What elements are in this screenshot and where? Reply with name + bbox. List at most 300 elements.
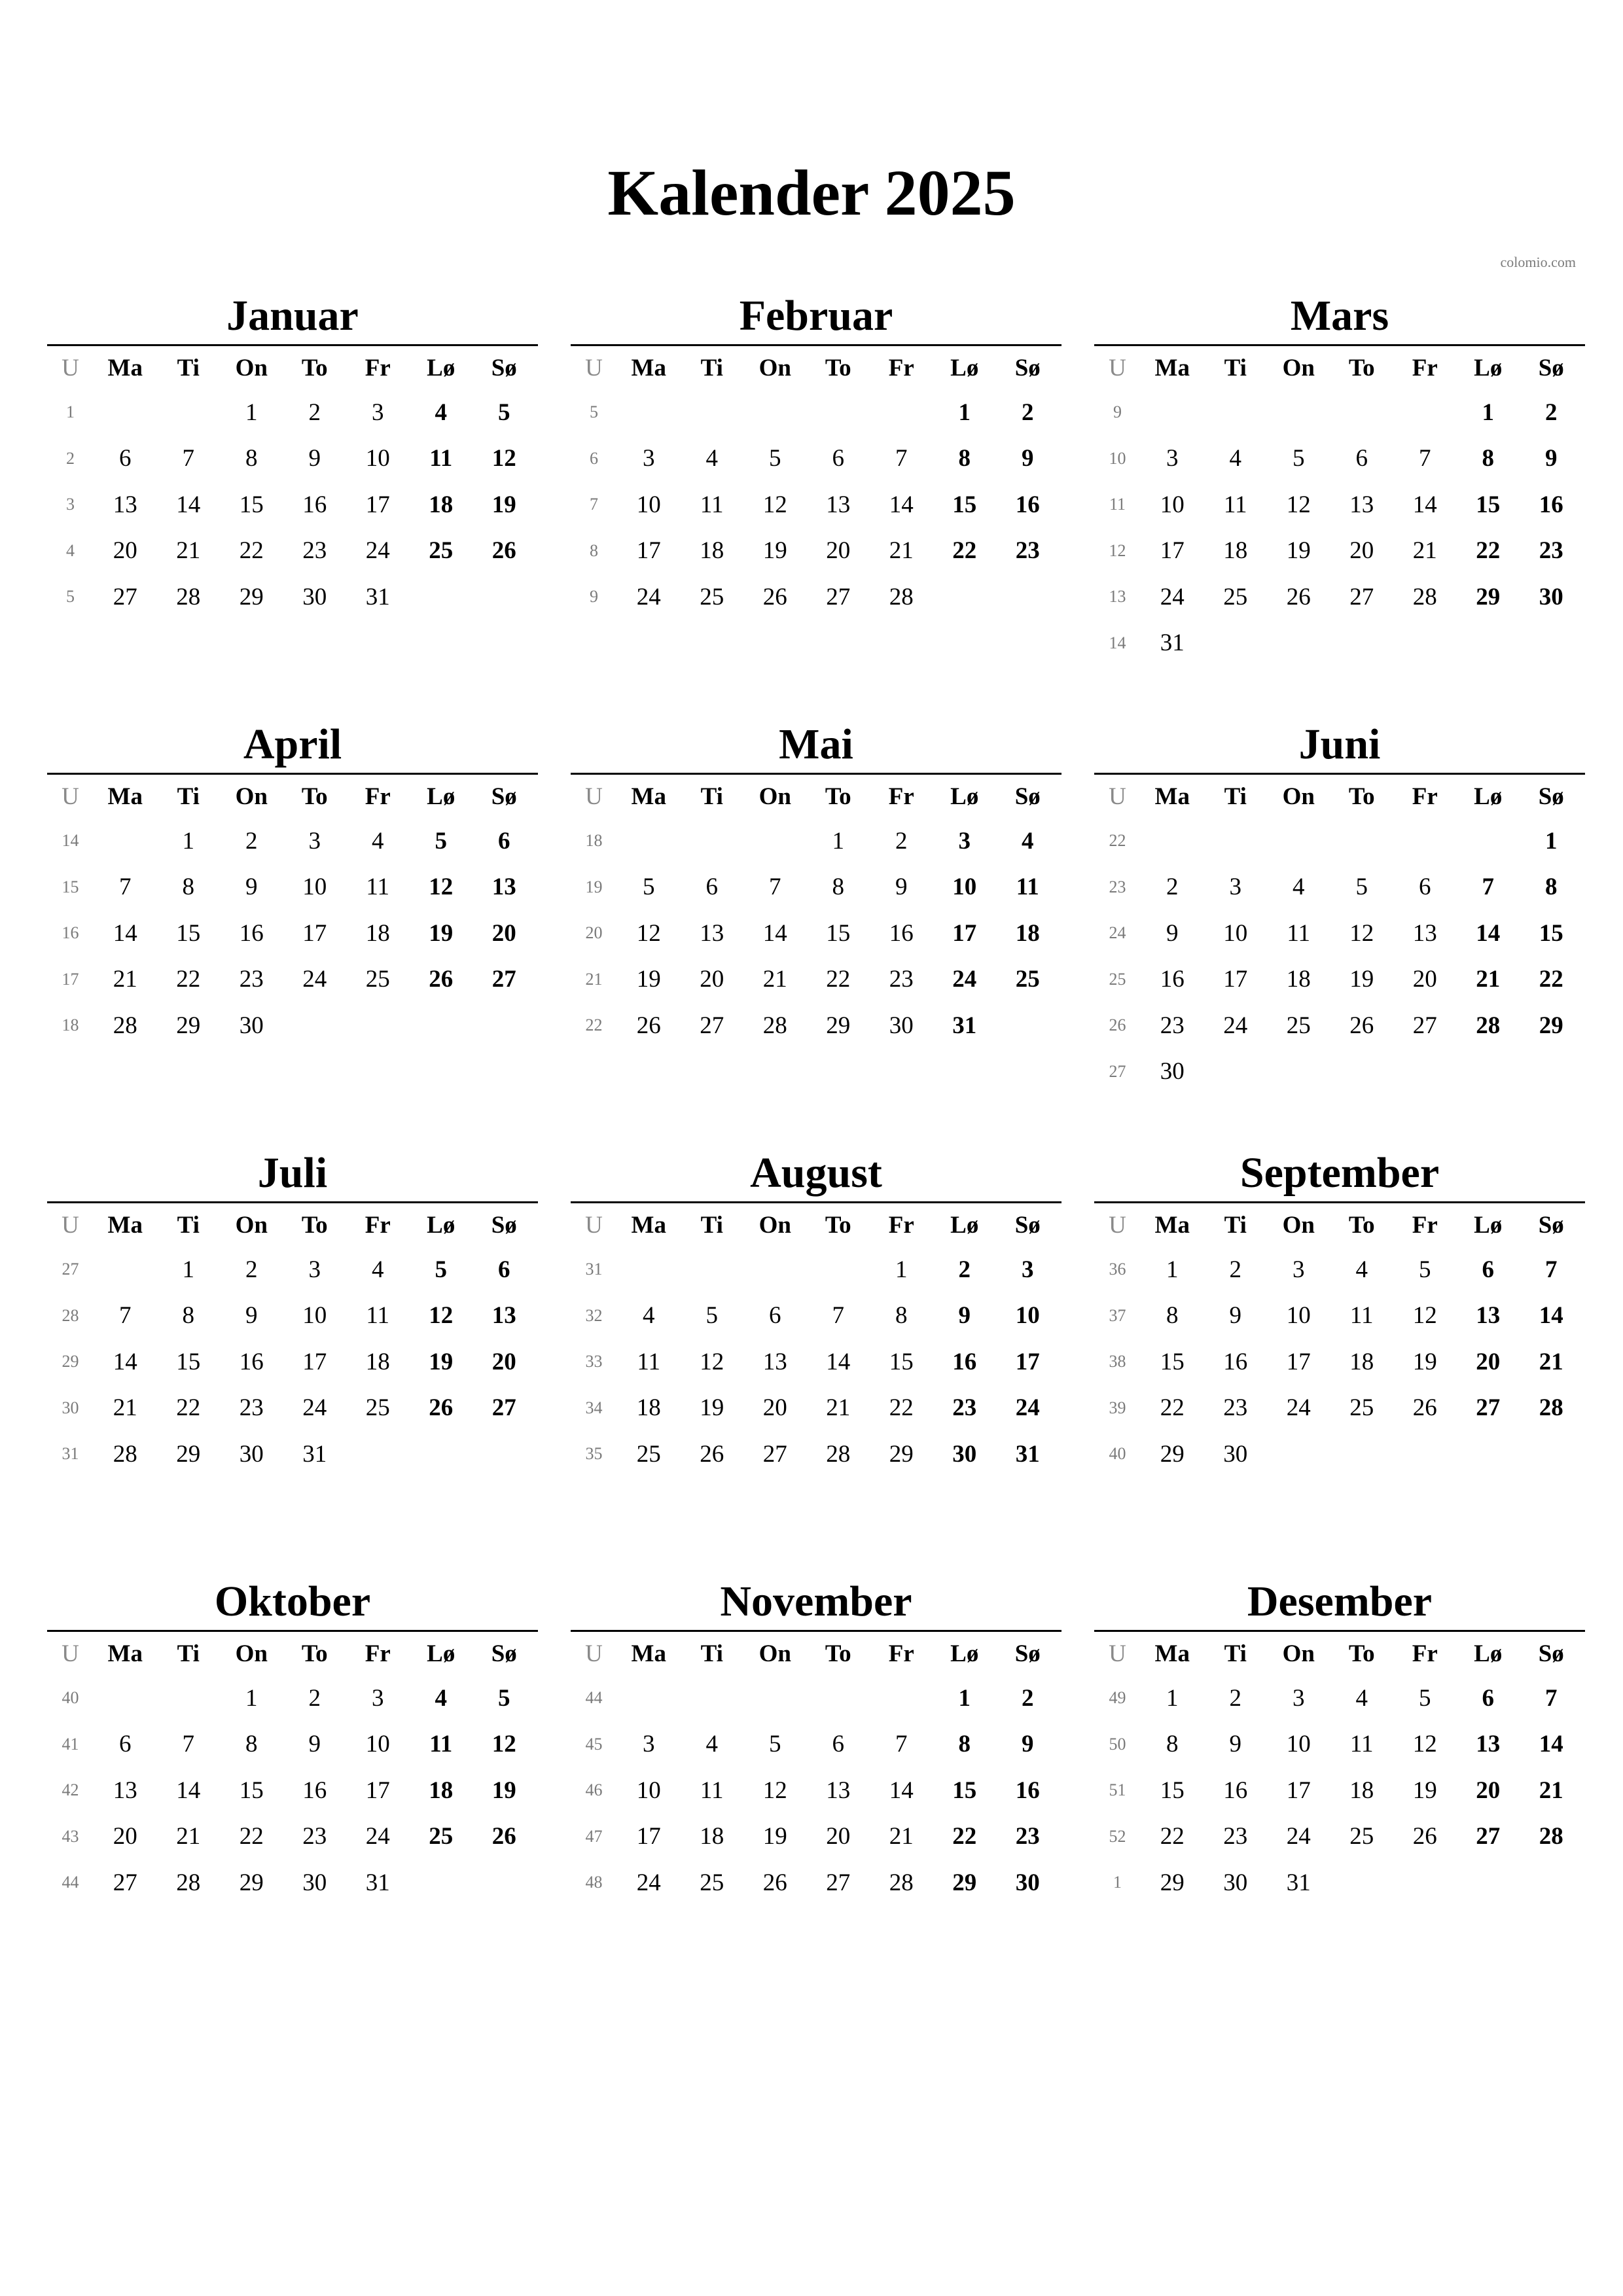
- day-cell[interactable]: 4: [372, 827, 384, 855]
- day-cell[interactable]: 7: [895, 1731, 908, 1758]
- day-cell[interactable]: 9: [1166, 919, 1179, 947]
- day-cell[interactable]: 16: [239, 1348, 264, 1375]
- weekend-day-cell[interactable]: 14: [1539, 1302, 1563, 1330]
- weekend-day-cell[interactable]: 2: [1545, 398, 1558, 426]
- weekend-day-cell[interactable]: 9: [1022, 1731, 1034, 1758]
- day-cell[interactable]: 30: [889, 1012, 914, 1039]
- day-cell[interactable]: 21: [113, 966, 137, 993]
- day-cell[interactable]: 1: [1166, 1684, 1179, 1712]
- weekend-day-cell[interactable]: 22: [1476, 537, 1501, 565]
- day-cell[interactable]: 12: [762, 491, 787, 518]
- weekend-day-cell[interactable]: 1: [958, 1684, 971, 1712]
- weekend-day-cell[interactable]: 8: [1545, 874, 1558, 901]
- day-cell[interactable]: 17: [302, 919, 327, 947]
- day-cell[interactable]: 21: [113, 1394, 137, 1422]
- day-cell[interactable]: 14: [176, 1776, 201, 1804]
- day-cell[interactable]: 7: [895, 445, 908, 472]
- day-cell[interactable]: 13: [1412, 919, 1437, 947]
- day-cell[interactable]: 11: [1349, 1302, 1374, 1330]
- weekend-day-cell[interactable]: 4: [435, 1684, 447, 1712]
- day-cell[interactable]: 19: [1349, 966, 1374, 993]
- day-cell[interactable]: 3: [643, 1731, 655, 1758]
- weekend-day-cell[interactable]: 18: [429, 1776, 454, 1804]
- day-cell[interactable]: 27: [826, 583, 851, 610]
- weekend-day-cell[interactable]: 12: [429, 874, 454, 901]
- day-cell[interactable]: 29: [176, 1012, 201, 1039]
- day-cell[interactable]: 26: [1349, 1012, 1374, 1039]
- day-cell[interactable]: 27: [1412, 1012, 1437, 1039]
- day-cell[interactable]: 12: [1412, 1731, 1437, 1758]
- day-cell[interactable]: 27: [113, 1869, 137, 1896]
- source-credit[interactable]: colomio.com: [1500, 254, 1576, 270]
- day-cell[interactable]: 18: [636, 1394, 661, 1422]
- day-cell[interactable]: 18: [1349, 1776, 1374, 1804]
- weekend-day-cell[interactable]: 15: [952, 491, 977, 518]
- day-cell[interactable]: 2: [308, 1684, 321, 1712]
- day-cell[interactable]: 26: [1412, 1823, 1437, 1850]
- day-cell[interactable]: 4: [705, 1731, 718, 1758]
- day-cell[interactable]: 8: [1166, 1302, 1179, 1330]
- day-cell[interactable]: 26: [700, 1440, 724, 1468]
- day-cell[interactable]: 27: [1349, 583, 1374, 610]
- weekend-day-cell[interactable]: 18: [429, 491, 454, 518]
- weekend-day-cell[interactable]: 1: [1545, 827, 1558, 855]
- day-cell[interactable]: 1: [895, 1256, 908, 1283]
- day-cell[interactable]: 2: [245, 827, 258, 855]
- weekend-day-cell[interactable]: 2: [1022, 398, 1034, 426]
- weekend-day-cell[interactable]: 28: [1539, 1394, 1563, 1422]
- day-cell[interactable]: 18: [365, 1348, 390, 1375]
- day-cell[interactable]: 4: [643, 1302, 655, 1330]
- day-cell[interactable]: 29: [826, 1012, 851, 1039]
- day-cell[interactable]: 14: [762, 919, 787, 947]
- day-cell[interactable]: 11: [700, 491, 724, 518]
- day-cell[interactable]: 19: [1412, 1348, 1437, 1375]
- day-cell[interactable]: 18: [700, 1823, 724, 1850]
- day-cell[interactable]: 28: [176, 1869, 201, 1896]
- day-cell[interactable]: 28: [113, 1440, 137, 1468]
- weekend-day-cell[interactable]: 12: [491, 1731, 516, 1758]
- day-cell[interactable]: 1: [182, 1256, 194, 1283]
- day-cell[interactable]: 23: [1223, 1823, 1248, 1850]
- weekend-day-cell[interactable]: 13: [1476, 1302, 1501, 1330]
- day-cell[interactable]: 25: [1223, 583, 1248, 610]
- weekend-day-cell[interactable]: 16: [1015, 1776, 1040, 1804]
- day-cell[interactable]: 10: [1223, 919, 1248, 947]
- weekend-day-cell[interactable]: 30: [1015, 1869, 1040, 1896]
- day-cell[interactable]: 30: [302, 1869, 327, 1896]
- weekend-day-cell[interactable]: 27: [491, 966, 516, 993]
- weekend-day-cell[interactable]: 6: [1482, 1684, 1494, 1712]
- day-cell[interactable]: 8: [182, 874, 194, 901]
- day-cell[interactable]: 9: [1229, 1731, 1241, 1758]
- weekend-day-cell[interactable]: 6: [498, 827, 510, 855]
- day-cell[interactable]: 26: [762, 1869, 787, 1896]
- day-cell[interactable]: 28: [889, 583, 914, 610]
- day-cell[interactable]: 5: [769, 1731, 781, 1758]
- day-cell[interactable]: 15: [1160, 1776, 1185, 1804]
- weekend-day-cell[interactable]: 20: [491, 1348, 516, 1375]
- day-cell[interactable]: 27: [762, 1440, 787, 1468]
- day-cell[interactable]: 28: [762, 1012, 787, 1039]
- day-cell[interactable]: 2: [308, 398, 321, 426]
- day-cell[interactable]: 13: [826, 1776, 851, 1804]
- day-cell[interactable]: 7: [1419, 445, 1431, 472]
- day-cell[interactable]: 27: [113, 583, 137, 610]
- day-cell[interactable]: 14: [889, 1776, 914, 1804]
- day-cell[interactable]: 7: [182, 1731, 194, 1758]
- day-cell[interactable]: 13: [762, 1348, 787, 1375]
- day-cell[interactable]: 6: [769, 1302, 781, 1330]
- weekend-day-cell[interactable]: 22: [952, 537, 977, 565]
- day-cell[interactable]: 21: [889, 1823, 914, 1850]
- day-cell[interactable]: 5: [1355, 874, 1368, 901]
- weekend-day-cell[interactable]: 12: [491, 445, 516, 472]
- day-cell[interactable]: 29: [889, 1440, 914, 1468]
- day-cell[interactable]: 3: [643, 445, 655, 472]
- weekend-day-cell[interactable]: 11: [1016, 874, 1039, 901]
- weekend-day-cell[interactable]: 15: [1539, 919, 1563, 947]
- weekend-day-cell[interactable]: 5: [435, 1256, 447, 1283]
- day-cell[interactable]: 23: [1160, 1012, 1185, 1039]
- weekend-day-cell[interactable]: 10: [1015, 1302, 1040, 1330]
- day-cell[interactable]: 4: [372, 1256, 384, 1283]
- day-cell[interactable]: 24: [365, 537, 390, 565]
- day-cell[interactable]: 30: [1223, 1869, 1248, 1896]
- day-cell[interactable]: 4: [1355, 1684, 1368, 1712]
- weekend-day-cell[interactable]: 8: [1482, 445, 1494, 472]
- day-cell[interactable]: 15: [889, 1348, 914, 1375]
- day-cell[interactable]: 8: [832, 874, 844, 901]
- day-cell[interactable]: 8: [182, 1302, 194, 1330]
- day-cell[interactable]: 16: [1223, 1348, 1248, 1375]
- day-cell[interactable]: 20: [826, 537, 851, 565]
- day-cell[interactable]: 23: [239, 966, 264, 993]
- day-cell[interactable]: 15: [176, 1348, 201, 1375]
- day-cell[interactable]: 22: [176, 1394, 201, 1422]
- day-cell[interactable]: 30: [239, 1012, 264, 1039]
- day-cell[interactable]: 9: [308, 1731, 321, 1758]
- day-cell[interactable]: 12: [700, 1348, 724, 1375]
- day-cell[interactable]: 10: [365, 445, 390, 472]
- day-cell[interactable]: 24: [1160, 583, 1185, 610]
- weekend-day-cell[interactable]: 21: [1476, 966, 1501, 993]
- day-cell[interactable]: 11: [700, 1776, 724, 1804]
- day-cell[interactable]: 5: [1419, 1684, 1431, 1712]
- day-cell[interactable]: 10: [636, 491, 661, 518]
- weekend-day-cell[interactable]: 16: [952, 1348, 977, 1375]
- weekend-day-cell[interactable]: 5: [498, 1684, 510, 1712]
- day-cell[interactable]: 11: [366, 1302, 390, 1330]
- weekend-day-cell[interactable]: 5: [435, 827, 447, 855]
- weekend-day-cell[interactable]: 21: [1539, 1776, 1563, 1804]
- weekend-day-cell[interactable]: 23: [1015, 1823, 1040, 1850]
- day-cell[interactable]: 31: [1160, 629, 1185, 657]
- day-cell[interactable]: 11: [637, 1348, 661, 1375]
- day-cell[interactable]: 26: [636, 1012, 661, 1039]
- day-cell[interactable]: 23: [302, 537, 327, 565]
- weekend-day-cell[interactable]: 31: [1015, 1440, 1040, 1468]
- day-cell[interactable]: 22: [826, 966, 851, 993]
- day-cell[interactable]: 13: [113, 1776, 137, 1804]
- day-cell[interactable]: 13: [1349, 491, 1374, 518]
- day-cell[interactable]: 7: [119, 1302, 132, 1330]
- day-cell[interactable]: 7: [832, 1302, 844, 1330]
- day-cell[interactable]: 10: [302, 1302, 327, 1330]
- day-cell[interactable]: 8: [245, 1731, 258, 1758]
- day-cell[interactable]: 16: [1223, 1776, 1248, 1804]
- day-cell[interactable]: 10: [1160, 491, 1185, 518]
- weekend-day-cell[interactable]: 7: [1545, 1684, 1558, 1712]
- day-cell[interactable]: 8: [1166, 1731, 1179, 1758]
- day-cell[interactable]: 3: [372, 1684, 384, 1712]
- weekend-day-cell[interactable]: 25: [429, 1823, 454, 1850]
- day-cell[interactable]: 17: [636, 537, 661, 565]
- day-cell[interactable]: 17: [1286, 1776, 1311, 1804]
- day-cell[interactable]: 19: [1412, 1776, 1437, 1804]
- day-cell[interactable]: 14: [889, 491, 914, 518]
- day-cell[interactable]: 20: [700, 966, 724, 993]
- day-cell[interactable]: 21: [826, 1394, 851, 1422]
- weekend-day-cell[interactable]: 18: [1015, 919, 1040, 947]
- day-cell[interactable]: 17: [365, 491, 390, 518]
- day-cell[interactable]: 30: [1160, 1058, 1185, 1086]
- day-cell[interactable]: 22: [889, 1394, 914, 1422]
- day-cell[interactable]: 25: [700, 583, 724, 610]
- day-cell[interactable]: 28: [176, 583, 201, 610]
- day-cell[interactable]: 24: [302, 1394, 327, 1422]
- weekend-day-cell[interactable]: 1: [958, 398, 971, 426]
- day-cell[interactable]: 18: [1223, 537, 1248, 565]
- weekend-day-cell[interactable]: 19: [429, 1348, 454, 1375]
- day-cell[interactable]: 25: [365, 1394, 390, 1422]
- day-cell[interactable]: 14: [113, 919, 137, 947]
- weekend-day-cell[interactable]: 22: [952, 1823, 977, 1850]
- day-cell[interactable]: 2: [1229, 1256, 1241, 1283]
- day-cell[interactable]: 31: [365, 1869, 390, 1896]
- day-cell[interactable]: 18: [1286, 966, 1311, 993]
- day-cell[interactable]: 26: [1412, 1394, 1437, 1422]
- day-cell[interactable]: 24: [365, 1823, 390, 1850]
- day-cell[interactable]: 15: [239, 491, 264, 518]
- day-cell[interactable]: 23: [1223, 1394, 1248, 1422]
- day-cell[interactable]: 5: [1293, 445, 1305, 472]
- day-cell[interactable]: 11: [1223, 491, 1247, 518]
- day-cell[interactable]: 30: [302, 583, 327, 610]
- day-cell[interactable]: 20: [826, 1823, 851, 1850]
- weekend-day-cell[interactable]: 15: [952, 1776, 977, 1804]
- weekend-day-cell[interactable]: 4: [435, 398, 447, 426]
- day-cell[interactable]: 18: [700, 537, 724, 565]
- day-cell[interactable]: 15: [826, 919, 851, 947]
- weekend-day-cell[interactable]: 5: [498, 398, 510, 426]
- weekend-day-cell[interactable]: 10: [952, 874, 977, 901]
- day-cell[interactable]: 12: [1349, 919, 1374, 947]
- day-cell[interactable]: 9: [245, 874, 258, 901]
- weekend-day-cell[interactable]: 26: [429, 1394, 454, 1422]
- day-cell[interactable]: 23: [239, 1394, 264, 1422]
- day-cell[interactable]: 28: [889, 1869, 914, 1896]
- day-cell[interactable]: 21: [762, 966, 787, 993]
- weekend-day-cell[interactable]: 9: [958, 1302, 971, 1330]
- weekend-day-cell[interactable]: 19: [491, 491, 516, 518]
- day-cell[interactable]: 5: [705, 1302, 718, 1330]
- weekend-day-cell[interactable]: 9: [1545, 445, 1558, 472]
- day-cell[interactable]: 6: [1355, 445, 1368, 472]
- day-cell[interactable]: 3: [1293, 1684, 1305, 1712]
- weekend-day-cell[interactable]: 14: [1539, 1731, 1563, 1758]
- weekend-day-cell[interactable]: 8: [958, 1731, 971, 1758]
- weekend-day-cell[interactable]: 23: [1015, 537, 1040, 565]
- day-cell[interactable]: 19: [762, 1823, 787, 1850]
- day-cell[interactable]: 6: [1419, 874, 1431, 901]
- day-cell[interactable]: 10: [1286, 1731, 1311, 1758]
- weekend-day-cell[interactable]: 31: [952, 1012, 977, 1039]
- weekend-day-cell[interactable]: 19: [429, 919, 454, 947]
- weekend-day-cell[interactable]: 29: [1539, 1012, 1563, 1039]
- day-cell[interactable]: 24: [302, 966, 327, 993]
- day-cell[interactable]: 31: [1286, 1869, 1311, 1896]
- weekend-day-cell[interactable]: 27: [1476, 1394, 1501, 1422]
- day-cell[interactable]: 17: [302, 1348, 327, 1375]
- weekend-day-cell[interactable]: 28: [1539, 1823, 1563, 1850]
- weekend-day-cell[interactable]: 6: [498, 1256, 510, 1283]
- weekend-day-cell[interactable]: 29: [1476, 583, 1501, 610]
- day-cell[interactable]: 16: [302, 491, 327, 518]
- day-cell[interactable]: 22: [176, 966, 201, 993]
- weekend-day-cell[interactable]: 13: [1476, 1731, 1501, 1758]
- day-cell[interactable]: 29: [1160, 1869, 1185, 1896]
- day-cell[interactable]: 21: [889, 537, 914, 565]
- day-cell[interactable]: 25: [365, 966, 390, 993]
- day-cell[interactable]: 21: [176, 1823, 201, 1850]
- day-cell[interactable]: 20: [1412, 966, 1437, 993]
- weekend-day-cell[interactable]: 30: [1539, 583, 1563, 610]
- day-cell[interactable]: 24: [1286, 1823, 1311, 1850]
- day-cell[interactable]: 27: [700, 1012, 724, 1039]
- day-cell[interactable]: 1: [182, 827, 194, 855]
- day-cell[interactable]: 13: [826, 491, 851, 518]
- weekend-day-cell[interactable]: 28: [1476, 1012, 1501, 1039]
- day-cell[interactable]: 12: [636, 919, 661, 947]
- weekend-day-cell[interactable]: 27: [491, 1394, 516, 1422]
- day-cell[interactable]: 21: [1412, 537, 1437, 565]
- day-cell[interactable]: 4: [1293, 874, 1305, 901]
- day-cell[interactable]: 22: [1160, 1823, 1185, 1850]
- weekend-day-cell[interactable]: 1: [1482, 398, 1494, 426]
- day-cell[interactable]: 2: [895, 827, 908, 855]
- weekend-day-cell[interactable]: 7: [1545, 1256, 1558, 1283]
- day-cell[interactable]: 16: [889, 919, 914, 947]
- day-cell[interactable]: 4: [705, 445, 718, 472]
- weekend-day-cell[interactable]: 20: [1476, 1348, 1501, 1375]
- day-cell[interactable]: 17: [1286, 1348, 1311, 1375]
- day-cell[interactable]: 16: [1160, 966, 1185, 993]
- day-cell[interactable]: 13: [113, 491, 137, 518]
- weekend-day-cell[interactable]: 26: [491, 1823, 516, 1850]
- day-cell[interactable]: 12: [1286, 491, 1311, 518]
- weekend-day-cell[interactable]: 25: [429, 537, 454, 565]
- day-cell[interactable]: 29: [239, 583, 264, 610]
- day-cell[interactable]: 21: [176, 537, 201, 565]
- day-cell[interactable]: 19: [762, 537, 787, 565]
- day-cell[interactable]: 6: [705, 874, 718, 901]
- day-cell[interactable]: 14: [826, 1348, 851, 1375]
- day-cell[interactable]: 20: [113, 537, 137, 565]
- day-cell[interactable]: 12: [762, 1776, 787, 1804]
- day-cell[interactable]: 5: [643, 874, 655, 901]
- day-cell[interactable]: 15: [1160, 1348, 1185, 1375]
- weekend-day-cell[interactable]: 29: [952, 1869, 977, 1896]
- day-cell[interactable]: 22: [239, 1823, 264, 1850]
- day-cell[interactable]: 1: [245, 1684, 258, 1712]
- day-cell[interactable]: 22: [239, 537, 264, 565]
- day-cell[interactable]: 11: [366, 874, 390, 901]
- weekend-day-cell[interactable]: 22: [1539, 966, 1563, 993]
- weekend-day-cell[interactable]: 20: [1476, 1776, 1501, 1804]
- weekend-day-cell[interactable]: 23: [1539, 537, 1563, 565]
- day-cell[interactable]: 8: [245, 445, 258, 472]
- day-cell[interactable]: 17: [1160, 537, 1185, 565]
- weekend-day-cell[interactable]: 16: [1015, 491, 1040, 518]
- day-cell[interactable]: 10: [636, 1776, 661, 1804]
- day-cell[interactable]: 18: [365, 919, 390, 947]
- day-cell[interactable]: 30: [1223, 1440, 1248, 1468]
- day-cell[interactable]: 24: [1286, 1394, 1311, 1422]
- weekend-day-cell[interactable]: 2: [958, 1256, 971, 1283]
- weekend-day-cell[interactable]: 24: [952, 966, 977, 993]
- day-cell[interactable]: 25: [1349, 1394, 1374, 1422]
- day-cell[interactable]: 28: [113, 1012, 137, 1039]
- weekend-day-cell[interactable]: 13: [491, 1302, 516, 1330]
- day-cell[interactable]: 9: [1229, 1302, 1241, 1330]
- day-cell[interactable]: 13: [700, 919, 724, 947]
- day-cell[interactable]: 28: [1412, 583, 1437, 610]
- weekend-day-cell[interactable]: 17: [1015, 1348, 1040, 1375]
- day-cell[interactable]: 2: [1229, 1684, 1241, 1712]
- weekend-day-cell[interactable]: 2: [1022, 1684, 1034, 1712]
- day-cell[interactable]: 29: [1160, 1440, 1185, 1468]
- weekend-day-cell[interactable]: 6: [1482, 1256, 1494, 1283]
- day-cell[interactable]: 26: [1286, 583, 1311, 610]
- day-cell[interactable]: 3: [1293, 1256, 1305, 1283]
- day-cell[interactable]: 14: [113, 1348, 137, 1375]
- day-cell[interactable]: 7: [769, 874, 781, 901]
- day-cell[interactable]: 25: [636, 1440, 661, 1468]
- day-cell[interactable]: 6: [832, 445, 844, 472]
- weekend-day-cell[interactable]: 26: [491, 537, 516, 565]
- day-cell[interactable]: 9: [895, 874, 908, 901]
- day-cell[interactable]: 1: [1166, 1256, 1179, 1283]
- weekend-day-cell[interactable]: 11: [429, 445, 453, 472]
- weekend-day-cell[interactable]: 16: [1539, 491, 1563, 518]
- weekend-day-cell[interactable]: 25: [1015, 966, 1040, 993]
- day-cell[interactable]: 16: [239, 919, 264, 947]
- day-cell[interactable]: 18: [1349, 1348, 1374, 1375]
- weekend-day-cell[interactable]: 11: [429, 1731, 453, 1758]
- day-cell[interactable]: 11: [1287, 919, 1311, 947]
- day-cell[interactable]: 3: [1166, 445, 1179, 472]
- day-cell[interactable]: 8: [895, 1302, 908, 1330]
- day-cell[interactable]: 6: [832, 1731, 844, 1758]
- day-cell[interactable]: 9: [308, 445, 321, 472]
- day-cell[interactable]: 19: [1286, 537, 1311, 565]
- day-cell[interactable]: 29: [176, 1440, 201, 1468]
- day-cell[interactable]: 17: [636, 1823, 661, 1850]
- weekend-day-cell[interactable]: 24: [1015, 1394, 1040, 1422]
- day-cell[interactable]: 20: [1349, 537, 1374, 565]
- day-cell[interactable]: 25: [1286, 1012, 1311, 1039]
